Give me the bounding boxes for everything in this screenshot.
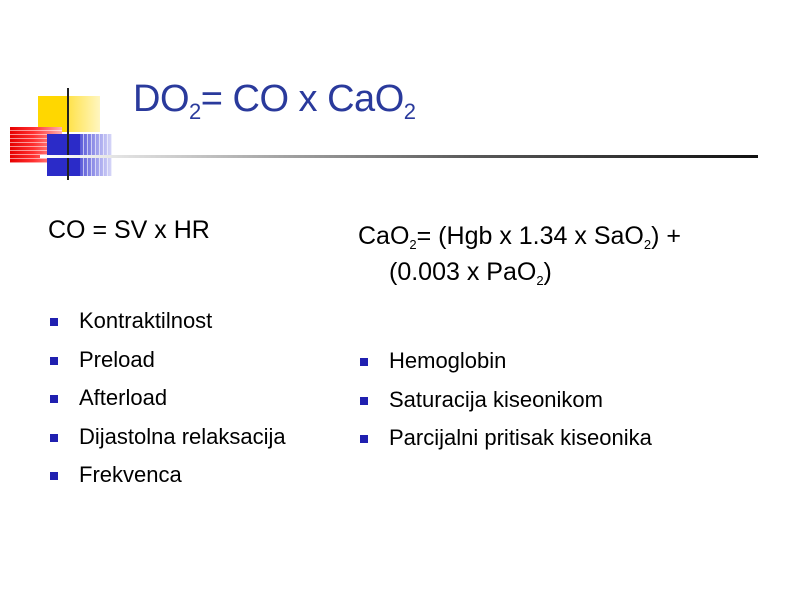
list-item — [48, 341, 348, 380]
square-bullet-icon — [50, 472, 58, 480]
right-bullet-list — [358, 342, 778, 458]
list-item — [48, 418, 348, 457]
right-column — [358, 218, 778, 458]
logo-yellow-fade-square — [68, 96, 100, 132]
square-bullet-icon — [50, 318, 58, 326]
list-item-label: Parcijalni pritisak kiseonika — [389, 425, 652, 450]
square-bullet-icon — [50, 357, 58, 365]
cardiac-output-formula: CO = SV x HR — [48, 216, 210, 244]
list-item — [48, 302, 348, 341]
title-subscript-2: 2 — [403, 99, 416, 124]
formula-text: (0.003 x PaO — [389, 258, 537, 286]
list-item — [358, 381, 778, 420]
list-item-label: Hemoglobin — [389, 348, 507, 373]
title-text-do: DO — [133, 78, 189, 120]
slide-title — [133, 78, 416, 124]
formula-subscript: 2 — [536, 273, 544, 288]
list-item-label: Dijastolna relaksacija — [79, 423, 286, 449]
square-bullet-icon — [50, 434, 58, 442]
list-item — [48, 379, 348, 418]
list-item — [48, 456, 348, 495]
title-subscript-1: 2 — [189, 99, 201, 124]
list-item-label: Saturacija kiseonikom — [389, 386, 603, 412]
left-column — [48, 212, 348, 495]
title-divider-line — [40, 155, 758, 158]
square-bullet-icon — [360, 435, 368, 443]
list-item-label: Afterload — [79, 385, 168, 410]
logo-vertical-line — [67, 88, 69, 180]
left-bullet-list — [48, 302, 348, 495]
oxygen-content-formula-line-1 — [358, 218, 778, 254]
title-text-equation: = CO x CaO — [200, 78, 404, 120]
square-bullet-icon — [50, 395, 58, 403]
list-item-label: Preload — [79, 346, 155, 372]
list-item — [358, 342, 778, 381]
formula-text: CaO — [358, 222, 410, 250]
formula-text: = (Hgb x 1.34 x SaO — [416, 222, 644, 250]
decorative-logo — [0, 0, 130, 190]
formula-text: ) — [543, 258, 552, 286]
list-item-label: Frekvenca — [79, 462, 182, 487]
list-item-label: Kontraktilnost — [79, 308, 213, 333]
formula-subscript: 2 — [409, 237, 417, 252]
oxygen-content-formula-line-2 — [358, 254, 778, 290]
formula-subscript: 2 — [643, 237, 652, 252]
square-bullet-icon — [360, 397, 368, 405]
list-item — [358, 419, 778, 458]
square-bullet-icon — [360, 358, 368, 366]
formula-text: ) + — [651, 222, 681, 250]
